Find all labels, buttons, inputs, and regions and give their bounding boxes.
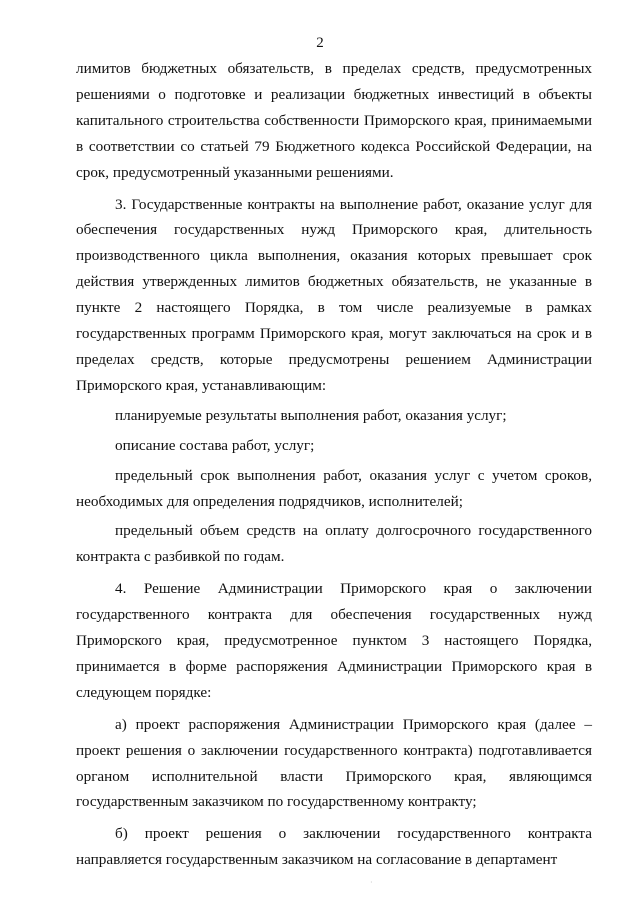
paragraph-item-4: 4. Решение Администрации Приморского края о заключении государственного контракта для обеспечения государственных нужд Приморского края, предусмотренное пунктом 3 настоящего Порядка, принимается в форме распоряжения Администрации Приморского края в следующем порядке: [76, 580, 592, 701]
paragraph-funding-limit: предельный объем средств на оплату долгосрочного государственного контракта с разбивкой по годам. [76, 522, 592, 566]
paragraph-planned-results: планируемые результаты выполнения работ, оказания услуг; [115, 406, 507, 424]
paragraph-work-description: описание состава работ, услуг; [115, 436, 315, 454]
paragraph-subitem-b: б) проект решения о заключении государственного контракта направляется государственным заказчиком на согласование в департамент [76, 825, 592, 869]
paragraph-deadline: предельный срок выполнения работ, оказания услуг с учетом сроков, необходимых для определения подрядчиков, исполнителей; [76, 466, 592, 510]
paragraph-item-3: 3. Государственные контракты на выполнение работ, оказание услуг для обеспечения государственных нужд Приморского края, длительность производственного цикла выполнения, оказания которых превышает срок действия утвержденных лимитов бюджетных обязательств, не указанные в пункте 2 настоящего Порядка, в том числе реализуемые в рамках государственных программ Приморского края, могут заключаться на срок и в пределах средств, которые предусмотрены решением Администрации Приморского края, устанавливающим: [76, 195, 592, 394]
page-number: 2 [316, 35, 324, 51]
paragraph-subitem-a: а) проект распоряжения Администрации Приморского края (далее – проект решения о заключении государственного контракта) подготавливается органом исполнительной власти Приморского края, являющимся государственным заказчиком по государственному контракту; [76, 715, 592, 811]
document-body [76, 56, 592, 873]
paragraph-continuation: лимитов бюджетных обязательств, в пределах средств, предусмотренных решениями о подготовке и реализации бюджетных инвестиций в объекты капитального строительства собственности Приморского края, принимаемыми в соответствии со статьей 79 Бюджетного кодекса Российской Федерации, на срок, предусмотренный указанными решениями. [76, 60, 592, 181]
scan-artifact: · [370, 878, 373, 887]
